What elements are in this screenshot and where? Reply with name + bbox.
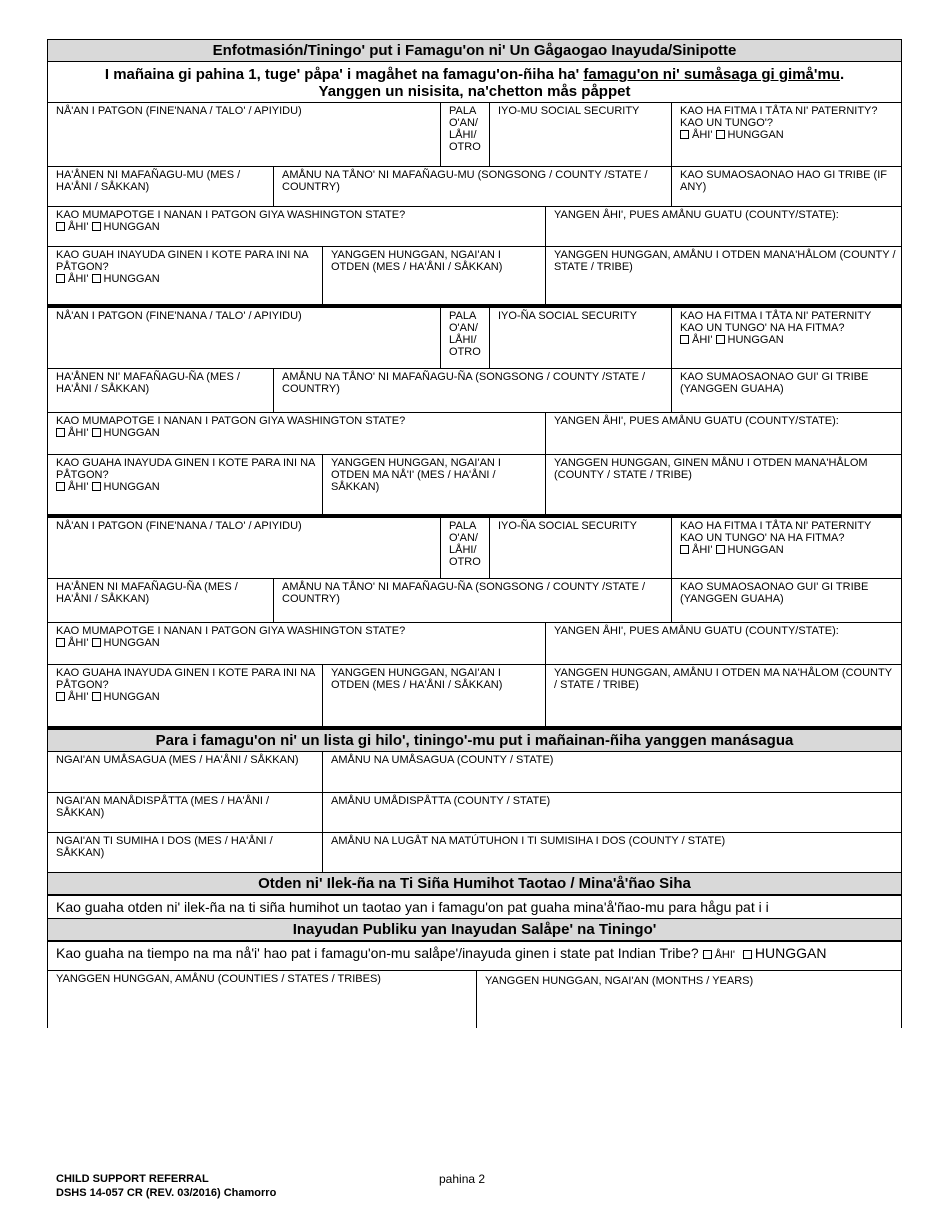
court-aid-when-label: YANGGEN HUNGGAN, NGAI'AN I OTDEN (MES / HA'ÅNI / SÅKKAN)	[331, 667, 503, 691]
public-assistance-details-row	[48, 970, 901, 1028]
birth-row	[48, 578, 901, 622]
yes-label: ÅHI'	[68, 637, 89, 649]
yes-checkbox[interactable]	[703, 950, 712, 959]
yes-label: ÅHI'	[692, 544, 713, 556]
washington-where-label: YANGEN ÅHI', PUES AMÅNU GUATU (COUNTY/STATE):	[554, 209, 839, 221]
yes-checkbox[interactable]	[56, 692, 65, 701]
yes-checkbox[interactable]	[56, 222, 65, 231]
gender-label: PALA O'AN/ LÅHI/ OTRO	[449, 310, 481, 358]
no-label: HUNGGAN	[103, 637, 160, 649]
court-aid-where-label: YANGGEN HUNGGAN, GINEN MÅNU I OTDEN MANA'HÅLOM (COUNTY / STATE / TRIBE)	[554, 457, 868, 481]
yes-no-checkboxes	[680, 544, 897, 556]
marriage-row	[48, 752, 901, 792]
intro-line1-post: .	[839, 66, 845, 83]
form-title: CHILD SUPPORT REFERRAL	[56, 1173, 209, 1185]
court-aid-question	[48, 665, 322, 726]
public-assistance-question-text: Kao guaha na tiempo na ma nå'i' hao pat i famagu'on-mu salåpe'/inayuda ginen i state pat Indian Tribe?	[56, 945, 699, 961]
yes-no-checkboxes	[56, 221, 541, 233]
child-name-label: NÅ'AN I PATGON (FINE'NANA / TALO' / APIYIDU)	[56, 310, 302, 322]
court-aid-label: KAO GUAH INAYUDA GINEN I KOTE PARA INI NA PÅTGON?	[56, 249, 309, 273]
court-aid-where-field[interactable]	[545, 247, 901, 304]
no-label: HUNGGAN	[727, 129, 784, 141]
yes-no-checkboxes	[56, 481, 318, 493]
no-contact-question: Kao guaha otden ni' ilek-ña na ti siña humihot un taotao yan i famagu'on pat guaha mina'å'ñao-mu para hågu pat i i	[48, 895, 901, 918]
form-number: DSHS 14-057 CR (REV. 03/2016) Chamorro	[56, 1187, 277, 1199]
yes-no-checkboxes	[56, 637, 541, 649]
birthplace-label: AMÅNU NA TÅNO' NI MAFAÑAGU-ÑA (SONGSONG / COUNTY /STATE / COUNTRY)	[282, 371, 646, 395]
washington-where-field[interactable]	[545, 207, 901, 246]
no-label: HUNGGAN	[103, 427, 160, 439]
yes-checkbox[interactable]	[680, 130, 689, 139]
yes-checkbox[interactable]	[680, 335, 689, 344]
court-aid-label: KAO GUAHA INAYUDA GINEN I KOTE PARA INI NA PÅTGON?	[56, 457, 315, 481]
child-name-field[interactable]	[48, 103, 440, 166]
yes-label: ÅHI'	[714, 949, 736, 961]
court-aid-when-label: YANGGEN HUNGGAN, NGAI'AN I OTDEN MA NÅ'I' (MES / HA'ÅNI / SÅKKAN)	[331, 457, 501, 493]
child-name-label: NÅ'AN I PATGON (FINE'NANA / TALO' / APIYIDU)	[56, 520, 302, 532]
marriage-date-field[interactable]	[48, 833, 322, 872]
court-aid-label: KAO GUAHA INAYUDA GINEN I KOTE PARA INI NA PÅTGON?	[56, 667, 315, 691]
washington-label: KAO MUMAPOTGE I NANAN I PATGON GIYA WASHINGTON STATE?	[56, 415, 406, 427]
dob-field[interactable]	[48, 369, 273, 412]
paternity-label: KAO HA FITMA I TÅTA NI' PATERNITY KAO UN TUNGO' NA HA FITMA?	[680, 520, 872, 544]
washington-where-label: YANGEN ÅHI', PUES AMÅNU GUATU (COUNTY/STATE):	[554, 415, 839, 427]
dob-field[interactable]	[48, 579, 273, 622]
tribe-field[interactable]	[671, 167, 901, 206]
yes-label: ÅHI'	[68, 691, 89, 703]
intro-line1-underlined: famagu'on ni' sumåsaga gi gimå'mu	[583, 66, 840, 83]
assistance-where-label: YANGGEN HUNGGAN, AMÅNU (COUNTIES / STATES / TRIBES)	[56, 973, 381, 985]
court-aid-question	[48, 247, 322, 304]
dob-label: HA'ÅNEN NI MAFAÑAGU-MU (MES / HA'ÅNI / SÅKKAN)	[56, 169, 241, 193]
yes-label: ÅHI'	[68, 221, 89, 233]
yes-label: ÅHI'	[692, 334, 713, 346]
dob-label: HA'ÅNEN NI MAFAÑAGU-ÑA (MES / HA'ÅNI / SÅKKAN)	[56, 581, 238, 605]
no-label: HUNGGAN	[103, 221, 160, 233]
court-aid-where-label: YANGGEN HUNGGAN, AMÅNU I OTDEN MA NA'HÅLOM (COUNTY / STATE / TRIBE)	[554, 667, 892, 691]
no-checkbox[interactable]	[92, 222, 101, 231]
child-support-form	[47, 39, 902, 1028]
tribe-field[interactable]	[671, 369, 901, 412]
washington-where-label: YANGEN ÅHI', PUES AMÅNU GUATU (COUNTY/STATE):	[554, 625, 839, 637]
no-checkbox[interactable]	[92, 482, 101, 491]
child-block	[48, 304, 901, 514]
court-aid-when-label: YANGGEN HUNGGAN, NGAI'AN I OTDEN (MES / HA'ÅNI / SÅKKAN)	[331, 249, 503, 273]
intro-text	[48, 62, 901, 102]
court-aid-when-field[interactable]	[322, 455, 545, 514]
intro-line2: Yanggen un nisisita, na'chetton mås påppet	[318, 83, 631, 100]
no-label: HUNGGAN	[103, 481, 160, 493]
paternity-field	[671, 518, 901, 578]
tribe-label: KAO SUMAOSAONAO GUI' GI TRIBE (YANGGEN GUAHA)	[680, 371, 869, 395]
section-title-children: Enfotmasión/Tiningo' put i Famagu'on ni' Un Gågaogao Inayuda/Sinipotte	[48, 40, 901, 62]
yes-checkbox[interactable]	[56, 638, 65, 647]
washington-question	[48, 413, 545, 454]
birthplace-label: AMÅNU NA TÅNO' NI MAFAÑAGU-ÑA (SONGSONG / COUNTY /STATE / COUNTRY)	[282, 581, 646, 605]
dob-field[interactable]	[48, 167, 273, 206]
paternity-field	[671, 103, 901, 166]
child-block	[48, 102, 901, 304]
court-aid-when-field[interactable]	[322, 247, 545, 304]
yes-no-checkboxes	[680, 129, 897, 141]
birthplace-field[interactable]	[273, 369, 671, 412]
gender-field[interactable]	[440, 103, 489, 166]
no-checkbox[interactable]	[92, 692, 101, 701]
tribe-label: KAO SUMAOSAONAO HAO GI TRIBE (IF ANY)	[680, 169, 887, 193]
children-blocks	[48, 102, 901, 726]
yes-label: ÅHI'	[68, 427, 89, 439]
marriage-date-field[interactable]	[48, 752, 322, 792]
no-checkbox[interactable]	[716, 335, 725, 344]
gender-field[interactable]	[440, 308, 489, 368]
paternity-label: KAO HA FITMA I TÅTA NI' PATERNITY KAO UN TUNGO' NA HA FITMA?	[680, 310, 872, 334]
dob-label: HA'ÅNEN NI' MAFAÑAGU-ÑA (MES / HA'ÅNI / SÅKKAN)	[56, 371, 240, 395]
child-name-row	[48, 304, 901, 368]
gender-label: PALA O'AN/ LÅHI/ OTRO	[449, 520, 481, 568]
tribe-label: KAO SUMAOSAONAO GUI' GI TRIBE (YANGGEN GUAHA)	[680, 581, 869, 605]
section-title-parents-marriage: Para i famagu'on ni' un lista gi hilo', tiningo'-mu put i mañainan-ñiha yanggen manásagua	[48, 726, 901, 752]
ssn-field[interactable]	[489, 518, 671, 578]
paternity-field	[671, 308, 901, 368]
marriage-place-label: AMÅNU UMÅDISPÅTTA (COUNTY / STATE)	[331, 795, 551, 807]
tribe-field[interactable]	[671, 579, 901, 622]
public-assistance-question	[48, 941, 901, 970]
no-checkbox[interactable]	[92, 274, 101, 283]
ssn-field[interactable]	[489, 103, 671, 166]
form-footer	[56, 1172, 916, 1200]
court-aid-where-field[interactable]	[545, 455, 901, 514]
child-name-label: NÅ'AN I PATGON (FINE'NANA / TALO' / APIYIDU)	[56, 105, 302, 117]
ssn-label: IYO-ÑA SOCIAL SECURITY	[498, 310, 637, 322]
court-aid-row	[48, 246, 901, 304]
no-label: HUNGGAN	[754, 945, 827, 961]
marriage-place-field[interactable]	[322, 793, 901, 832]
birth-row	[48, 166, 901, 206]
yes-label: ÅHI'	[68, 481, 89, 493]
ssn-field[interactable]	[489, 308, 671, 368]
ssn-label: IYO-MU SOCIAL SECURITY	[498, 105, 640, 117]
yes-checkbox[interactable]	[56, 274, 65, 283]
court-aid-question	[48, 455, 322, 514]
yes-label: ÅHI'	[692, 129, 713, 141]
page-number: pahina 2	[439, 1172, 486, 1186]
washington-label: KAO MUMAPOTGE I NANAN I PATGON GIYA WASHINGTON STATE?	[56, 625, 406, 637]
ssn-label: IYO-ÑA SOCIAL SECURITY	[498, 520, 637, 532]
section-title-public-assistance: Inayudan Publiku yan Inayudan Salåpe' na Tiningo'	[48, 918, 901, 941]
gender-label: PALA O'AN/ LÅHI/ OTRO	[449, 105, 481, 153]
court-aid-when-field[interactable]	[322, 665, 545, 726]
yes-checkbox[interactable]	[56, 482, 65, 491]
washington-row	[48, 412, 901, 454]
assistance-when-label: YANGGEN HUNGGAN, NGAI'AN (MONTHS / YEARS)	[485, 975, 754, 987]
gender-field[interactable]	[440, 518, 489, 578]
marriage-date-label: NGAI'AN TI SUMIHA I DOS (MES / HA'ÅNI / SÅKKAN)	[56, 835, 273, 859]
washington-where-field[interactable]	[545, 623, 901, 664]
no-label: HUNGGAN	[103, 691, 160, 703]
marriage-place-label: AMÅNU NA UMÅSAGUA (COUNTY / STATE)	[331, 754, 554, 766]
washington-question	[48, 207, 545, 246]
child-name-row	[48, 514, 901, 578]
court-aid-where-field[interactable]	[545, 665, 901, 726]
washington-label: KAO MUMAPOTGE I NANAN I PATGON GIYA WASHINGTON STATE?	[56, 209, 406, 221]
assistance-when-field[interactable]	[476, 971, 901, 1028]
yes-no-checkboxes	[56, 427, 541, 439]
intro-line1-pre: I mañaina gi pahina 1, tuge' påpa' i magåhet na famagu'on-ñiha ha'	[104, 66, 584, 83]
marriage-place-field[interactable]	[322, 752, 901, 792]
marriage-row	[48, 832, 901, 872]
yes-checkbox[interactable]	[56, 428, 65, 437]
paternity-label: KAO HA FITMA I TÅTA NI' PATERNITY? KAO UN TUNGO'?	[680, 105, 878, 129]
child-name-field[interactable]	[48, 308, 440, 368]
washington-question	[48, 623, 545, 664]
no-label: HUNGGAN	[727, 334, 784, 346]
marriage-date-label: NGAI'AN MANÅDISPÅTTA (MES / HA'ÅNI / SÅKKAN)	[56, 795, 270, 819]
no-checkbox[interactable]	[716, 130, 725, 139]
court-aid-row	[48, 664, 901, 726]
no-label: HUNGGAN	[727, 544, 784, 556]
yes-no-checkboxes	[56, 273, 318, 285]
yes-label: ÅHI'	[68, 273, 89, 285]
child-name-field[interactable]	[48, 518, 440, 578]
yes-no-checkboxes	[56, 691, 318, 703]
child-block	[48, 514, 901, 726]
marriage-row	[48, 792, 901, 832]
marriage-date-label: NGAI'AN UMÅSAGUA (MES / HA'ÅNI / SÅKKAN)	[56, 754, 299, 766]
marriage-place-field[interactable]	[322, 833, 901, 872]
court-aid-where-label: YANGGEN HUNGGAN, AMÅNU I OTDEN MANA'HÅLOM (COUNTY / STATE / TRIBE)	[554, 249, 896, 273]
birthplace-label: AMÅNU NA TÅNO' NI MAFAÑAGU-MU (SONGSONG / COUNTY /STATE / COUNTRY)	[282, 169, 648, 193]
marriage-date-field[interactable]	[48, 793, 322, 832]
birthplace-field[interactable]	[273, 579, 671, 622]
no-checkbox[interactable]	[716, 545, 725, 554]
marriage-place-label: AMÅNU NA LUGÅT NA MATÚTUHON I TI SUMISIHA I DOS (COUNTY / STATE)	[331, 835, 726, 847]
assistance-where-field[interactable]	[48, 971, 476, 1028]
yes-no-checkboxes	[680, 334, 897, 346]
section-title-no-contact: Otden ni' Ilek-ña na Ti Siña Humihot Taotao / Mina'å'ñao Siha	[48, 872, 901, 895]
court-aid-row	[48, 454, 901, 514]
birthplace-field[interactable]	[273, 167, 671, 206]
washington-row	[48, 622, 901, 664]
no-label: HUNGGAN	[103, 273, 160, 285]
no-checkbox[interactable]	[92, 428, 101, 437]
birth-row	[48, 368, 901, 412]
child-name-row	[48, 102, 901, 166]
washington-row	[48, 206, 901, 246]
no-checkbox[interactable]	[743, 950, 752, 959]
marriage-rows	[48, 752, 901, 872]
no-checkbox[interactable]	[92, 638, 101, 647]
yes-checkbox[interactable]	[680, 545, 689, 554]
washington-where-field[interactable]	[545, 413, 901, 454]
